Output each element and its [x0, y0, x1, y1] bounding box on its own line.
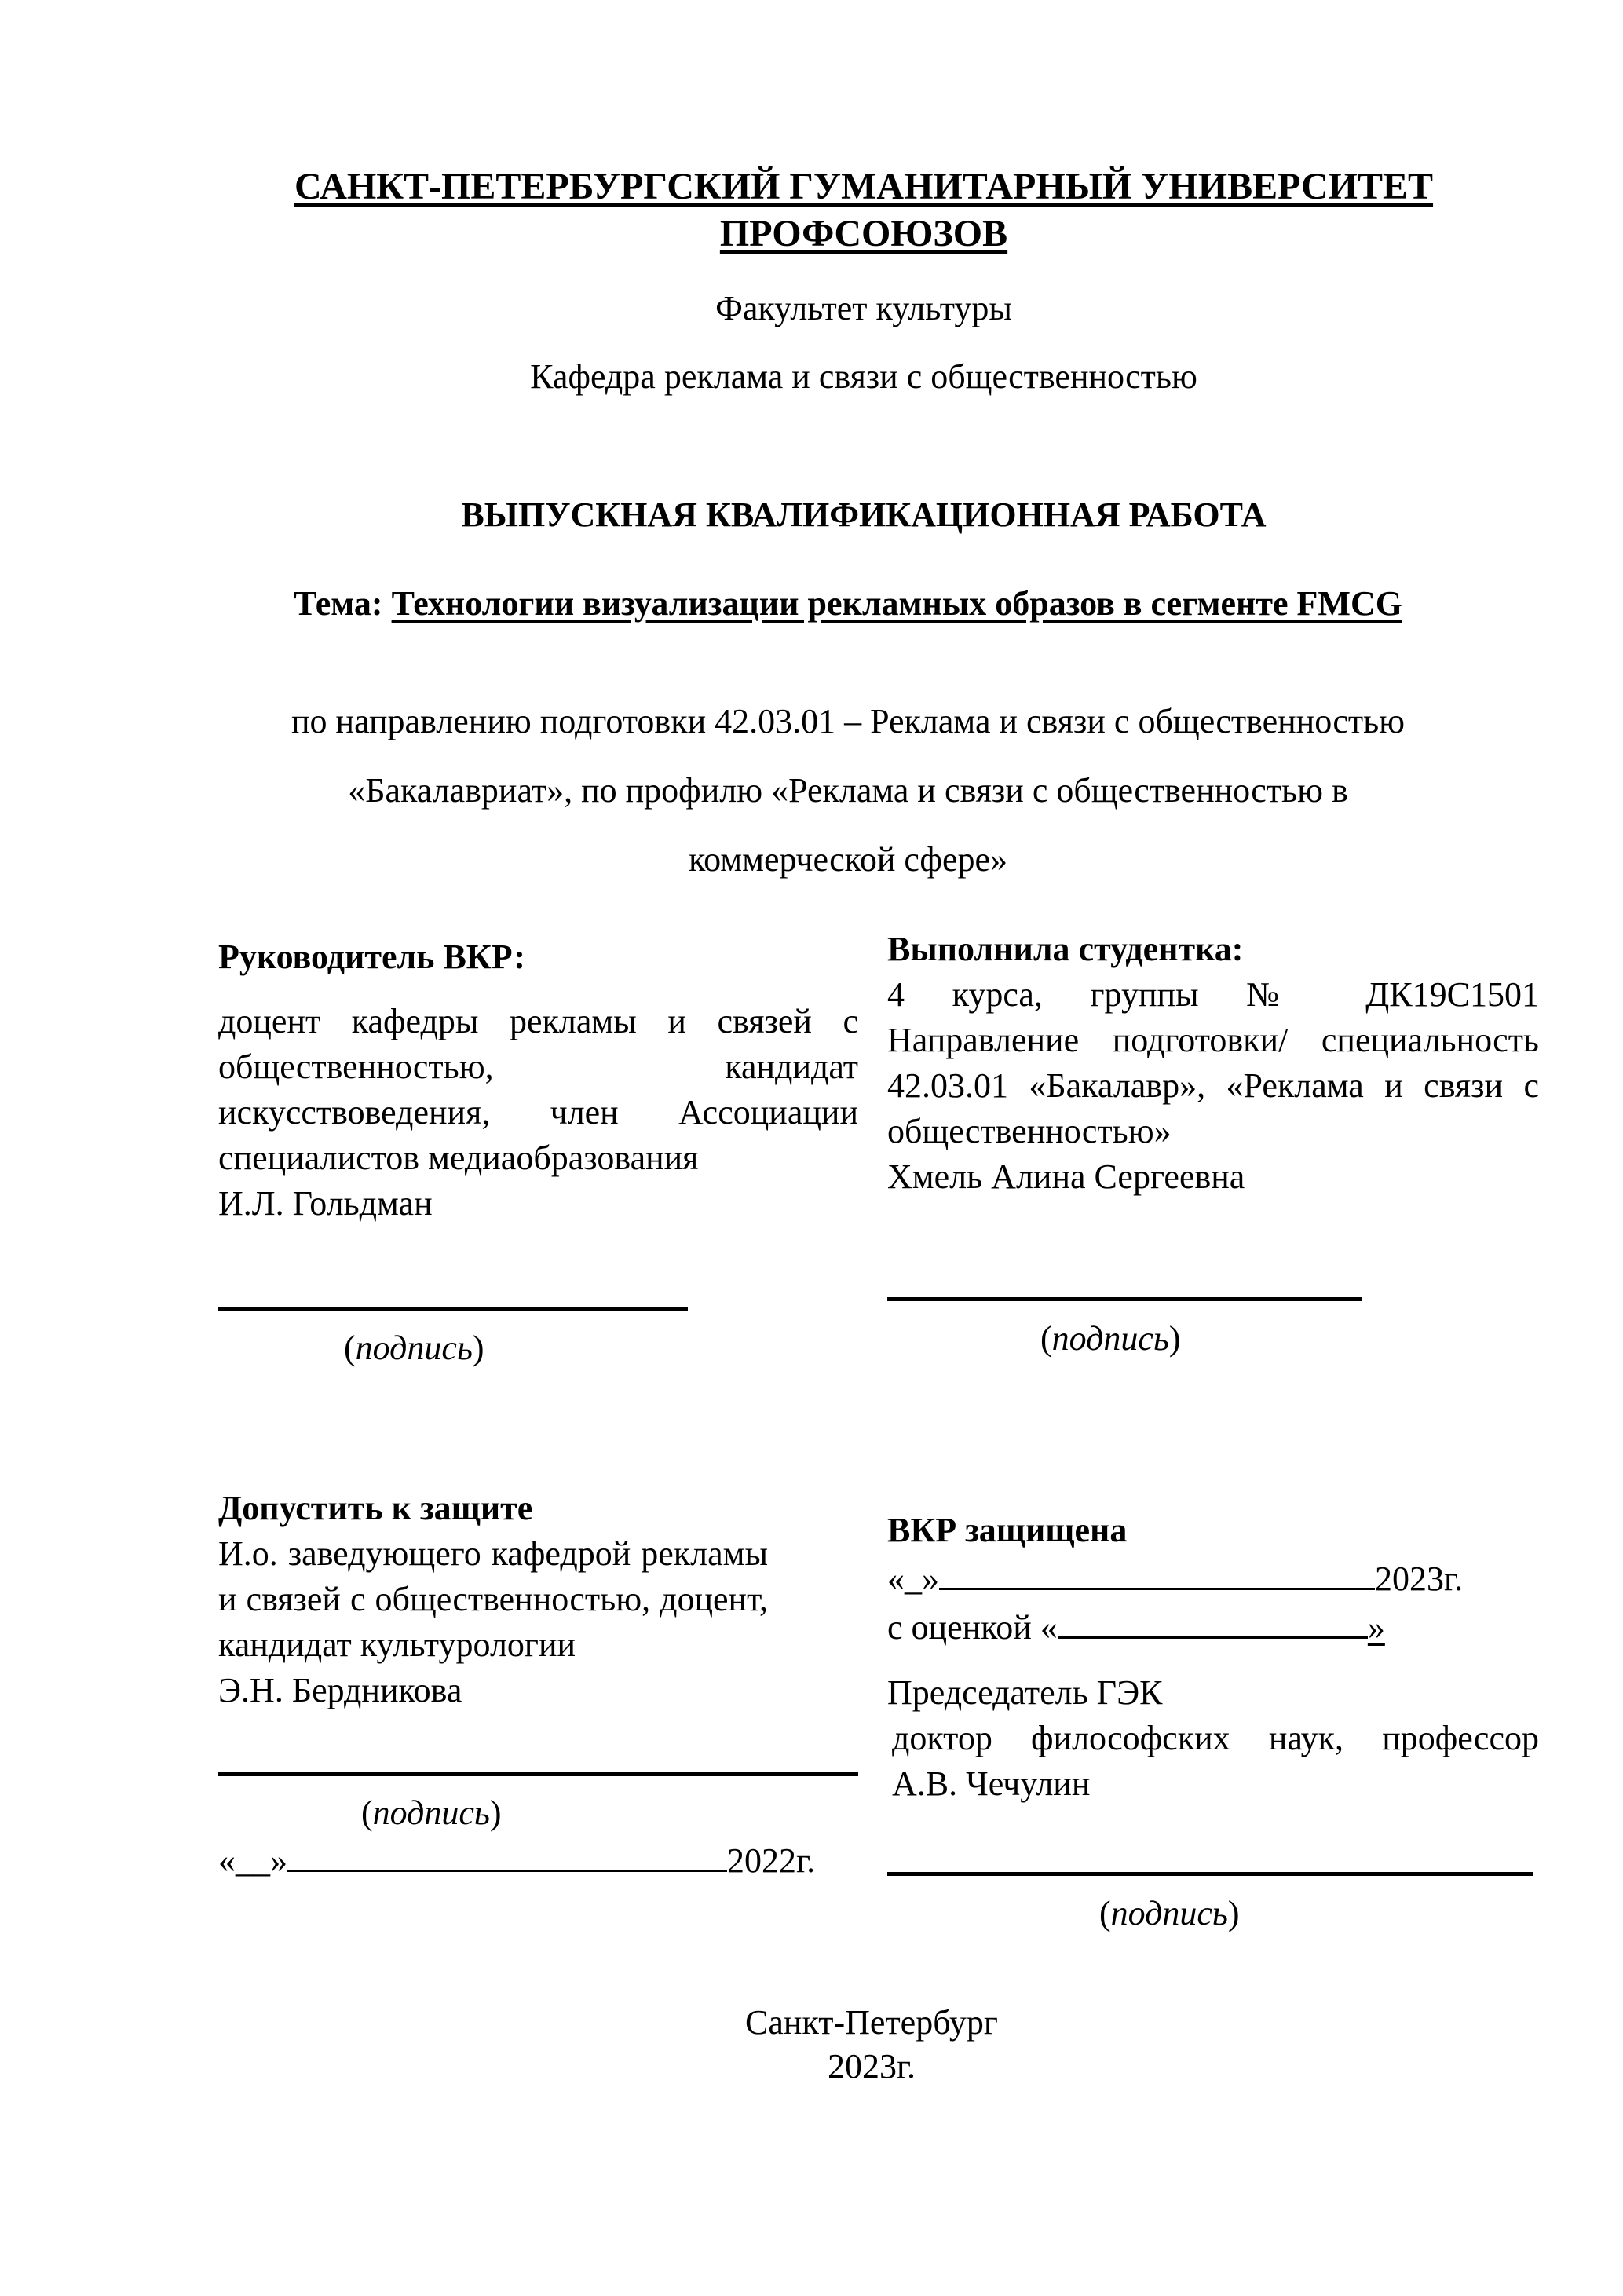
- admission-signature-line: [218, 1772, 858, 1776]
- supervisor-description: доцент кафедры рекламы и связей с общественностью, кандидат искусствоведения, член Ассоциации специалистов медиаобразования: [218, 1002, 858, 1177]
- admission-block: [218, 1486, 768, 1713]
- admission-heading: Допустить к защите: [218, 1489, 533, 1527]
- defense-grade-label: с оценкой «: [887, 1608, 1058, 1647]
- footer: [0, 2001, 1623, 2089]
- supervisor-heading: Руководитель ВКР:: [218, 938, 525, 976]
- defense-date-year: 2023г.: [1375, 1559, 1464, 1598]
- commission-chair-description: доктор философских наук, профессор: [892, 1719, 1539, 1757]
- admission-description: И.о. заведующего кафедрой рекламы и связей с общественностью, доцент, кандидат культурологии: [218, 1534, 768, 1664]
- university-name-line1: САНКТ-ПЕТЕРБУРГСКИЙ ГУМАНИТАРНЫЙ УНИВЕРСИТЕТ: [294, 166, 1434, 207]
- university-name-line2: ПРОФСОЮЗОВ: [719, 213, 1008, 254]
- topic: [196, 581, 1500, 627]
- university-name: [236, 163, 1492, 258]
- commission-chair-name: А.В. Чечулин: [892, 1764, 1091, 1803]
- topic-label: Тема:: [294, 584, 392, 623]
- work-type-title: ВЫПУСКНАЯ КВАЛИФИКАЦИОННАЯ РАБОТА: [461, 495, 1267, 534]
- admission-date-year: 2022г.: [727, 1841, 816, 1880]
- commission-chair-signature-caption: (подпись): [1099, 1894, 1240, 1932]
- commission-chair-signature-line: [887, 1872, 1533, 1876]
- student-name: Хмель Алина Сергеевна: [887, 1157, 1245, 1196]
- commission-chair-title: Председатель ГЭК: [887, 1673, 1163, 1712]
- defense-block: [887, 1508, 1539, 1651]
- defense-grade: [887, 1602, 1539, 1651]
- student-signature-caption: (подпись): [1040, 1319, 1181, 1358]
- direction-line-2: «Бакалавриат», по профилю «Реклама и связи с общественностью в: [348, 771, 1348, 810]
- defense-grade-close: »: [1367, 1608, 1385, 1647]
- supervisor-signature-caption: (подпись): [344, 1329, 484, 1367]
- department: Кафедра реклама и связи с общественностью: [530, 357, 1197, 396]
- faculty: Факультет культуры: [715, 289, 1012, 327]
- defense-grade-blank: [1058, 1602, 1368, 1639]
- student-heading: Выполнила студентка:: [887, 930, 1244, 968]
- admission-name: Э.Н. Бердникова: [218, 1671, 462, 1709]
- supervisor-block: [218, 934, 858, 1227]
- defense-date: [887, 1553, 1539, 1602]
- supervisor-signature-line: [218, 1307, 688, 1311]
- direction-block: [196, 687, 1500, 894]
- admission-date: [218, 1835, 815, 1884]
- commission-chair-block: [887, 1670, 1539, 1807]
- student-block: [887, 927, 1539, 1200]
- footer-year: 2023г.: [827, 2047, 916, 2086]
- topic-text: Технологии визуализации рекламных образов в сегменте FMCG: [391, 584, 1402, 623]
- defense-date-day: «_»: [887, 1559, 939, 1598]
- admission-date-month-blank: [287, 1835, 727, 1872]
- supervisor-name: И.Л. Гольдман: [218, 1184, 433, 1223]
- direction-line-3: коммерческой сфере»: [688, 840, 1008, 879]
- admission-signature-caption: (подпись): [361, 1793, 502, 1832]
- student-signature-line: [887, 1297, 1362, 1301]
- admission-date-day: «__»: [218, 1841, 287, 1880]
- defense-heading: ВКР защищена: [887, 1511, 1128, 1549]
- defense-date-month-blank: [939, 1553, 1375, 1590]
- direction-line-1: по направлению подготовки 42.03.01 – Реклама и связи с общественностью: [291, 702, 1406, 740]
- footer-city: Санкт-Петербург: [745, 2003, 998, 2042]
- student-description: 4 курса, группы № ДК19С1501 Направление подготовки/ специальность 42.03.01 «Бакалавр», «Реклама и связи с общественностью»: [887, 975, 1539, 1150]
